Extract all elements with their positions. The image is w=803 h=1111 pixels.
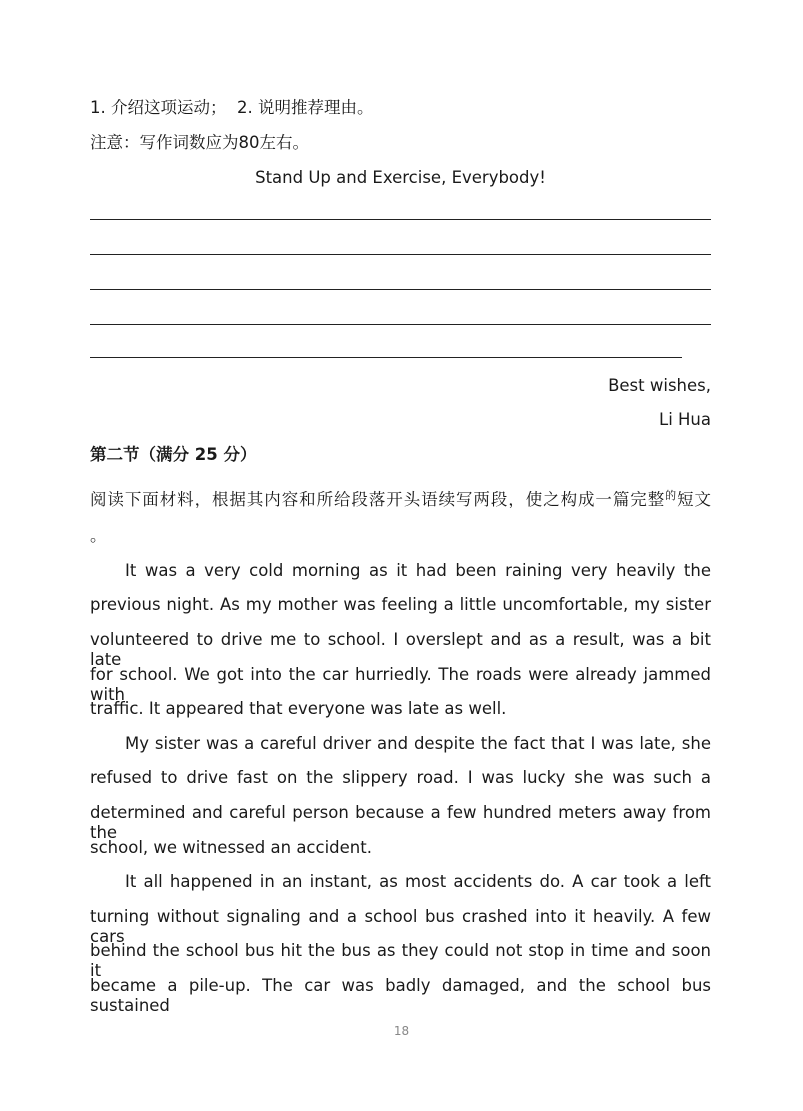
passage-line: refused to drive fast on the slippery road. I was lucky she was such a bbox=[90, 768, 711, 787]
directions-text: 阅读下面材料，根据其内容和所给段落开头语续写两段，使之构成一篇完整 bbox=[90, 490, 666, 508]
answer-line[interactable] bbox=[90, 219, 711, 220]
passage-line: It was a very cold morning as it had been raining very heavily the bbox=[125, 561, 711, 580]
passage-line: determined and careful person because a few hundred meters away from the bbox=[90, 803, 711, 842]
passage-line: volunteered to drive me to school. I overslept and as a result, was a bit late bbox=[90, 630, 711, 669]
passage-line: My sister was a careful driver and despite the fact that I was late, she bbox=[125, 734, 711, 753]
passage-line: turning without signaling and a school bus crashed into it heavily. A few cars bbox=[90, 907, 711, 946]
passage-line: It all happened in an instant, as most accidents do. A car took a left bbox=[125, 872, 711, 891]
closing-signature: Li Hua bbox=[659, 410, 711, 429]
passage-line: behind the school bus hit the bus as they could not stop in time and soon it bbox=[90, 941, 711, 980]
closing-wishes: Best wishes, bbox=[608, 376, 711, 395]
directions-superscript: 的 bbox=[665, 489, 678, 502]
word-count-note: 注意：写作词数应为80左右。 bbox=[90, 133, 309, 152]
passage-line: previous night. As my mother was feeling a little uncomfortable, my sister bbox=[90, 595, 711, 614]
passage-line: became a pile-up. The car was badly damaged, and the school bus sustained bbox=[90, 976, 711, 1015]
requirement-1: 1. 介绍这项运动； bbox=[90, 98, 227, 117]
requirement-2: 2. 说明推荐理由。 bbox=[237, 98, 374, 117]
passage-line: for school. We got into the car hurriedly. The roads were already jammed with bbox=[90, 665, 711, 704]
passage-line: traffic. It appeared that everyone was late as well. bbox=[90, 699, 507, 718]
answer-line[interactable] bbox=[90, 324, 711, 325]
directions-period: 。 bbox=[90, 526, 107, 545]
answer-line[interactable] bbox=[90, 254, 711, 255]
section-heading: 第二节（满分 25 分） bbox=[90, 445, 257, 464]
section-directions bbox=[90, 486, 711, 508]
passage-line: school, we witnessed an accident. bbox=[90, 838, 372, 857]
task-requirements bbox=[90, 98, 711, 118]
essay-title: Stand Up and Exercise, Everybody! bbox=[255, 168, 546, 187]
answer-line[interactable] bbox=[90, 289, 711, 290]
directions-text-end: 短文 bbox=[677, 490, 711, 508]
answer-line[interactable] bbox=[90, 357, 682, 358]
page-number: 18 bbox=[393, 1024, 410, 1038]
